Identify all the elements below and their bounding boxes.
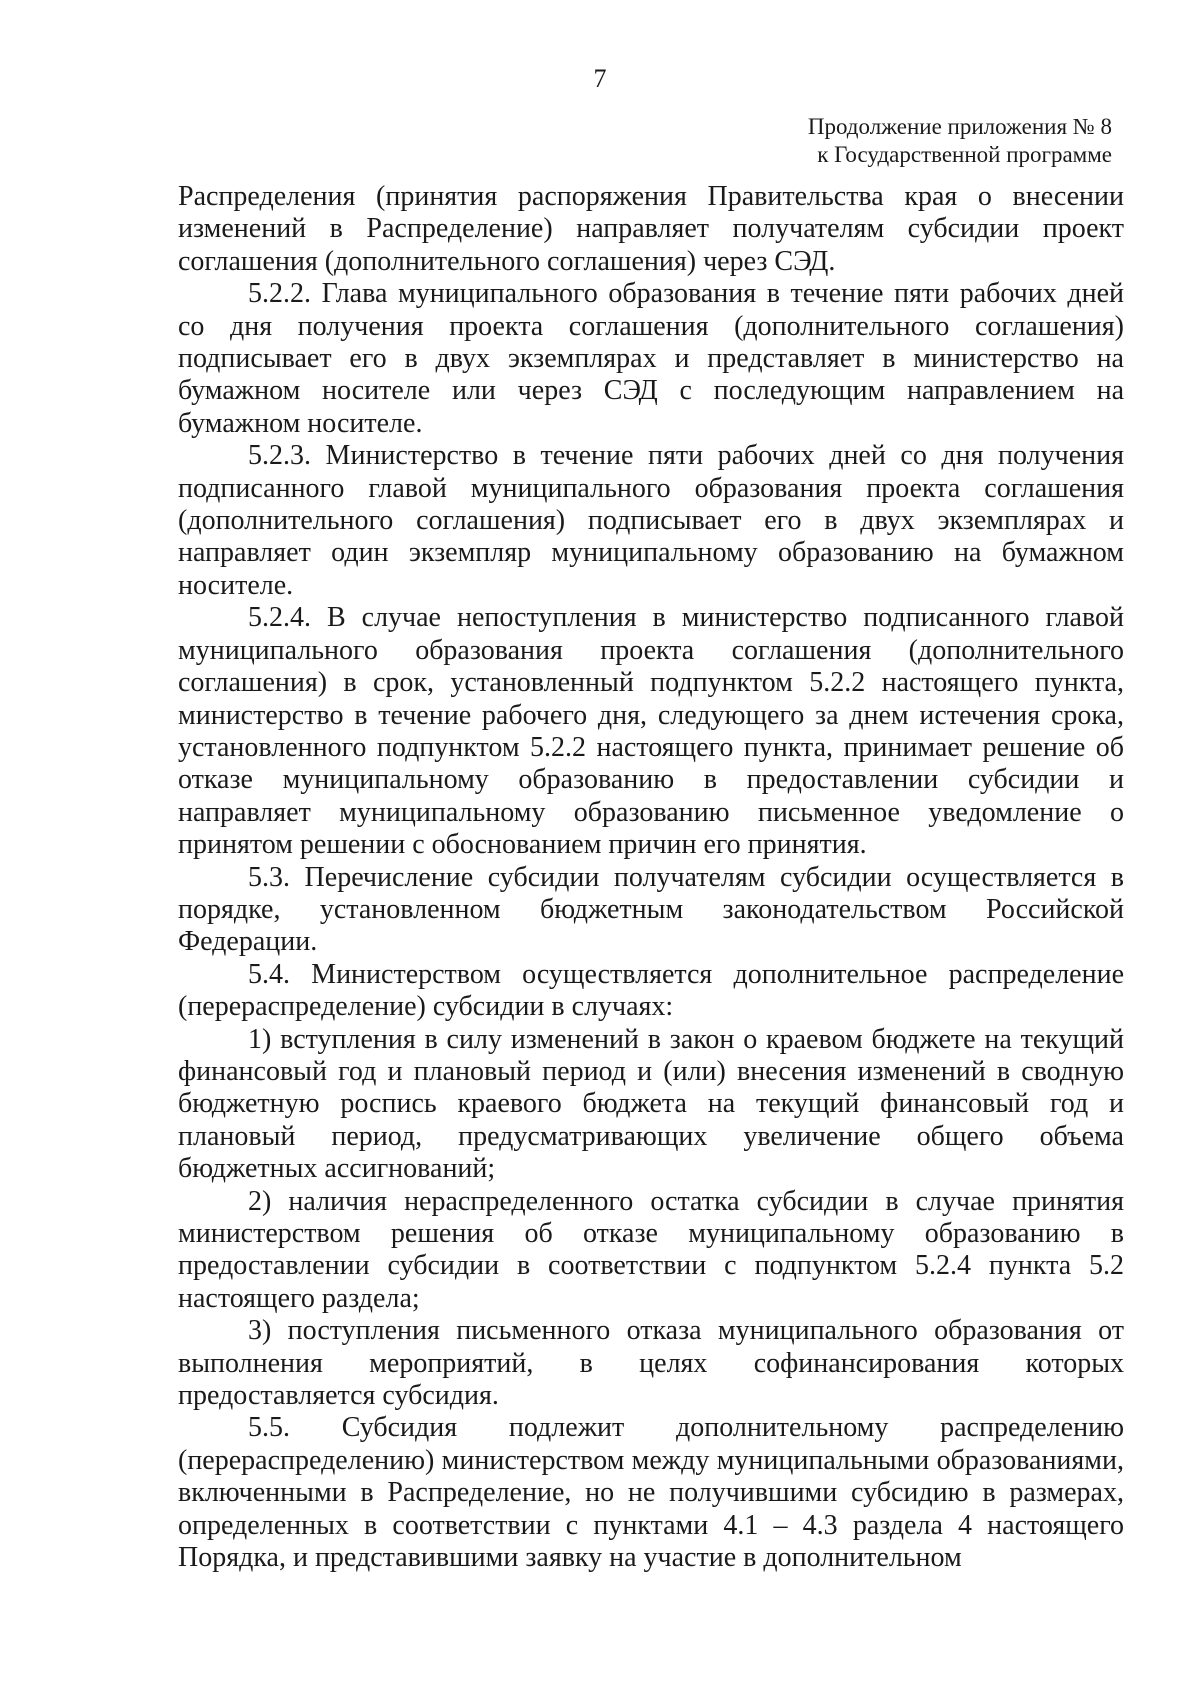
page-number: 7 — [593, 64, 607, 93]
paragraph-5-5: 5.5. Субсидия подлежит дополнительному распределению (перераспределению) министерством между муниципальными образованиями, включенными в Распределение, но не получившими субсидию в размерах, определенных в соответствии с пунктами 4.1 – 4.3 раздела 4 настоящего Порядка, и представившими заявку на участие в дополнительном — [178, 1412, 1124, 1574]
appendix-header-line-2: к Государственной программе — [817, 142, 1112, 167]
appendix-header-line-1: Продолжение приложения № 8 — [807, 114, 1112, 139]
document-body — [178, 181, 1124, 1574]
list-item-1: 1) вступления в силу изменений в закон о краевом бюджете на текущий финансовый год и плановый период и (или) внесения изменений в сводную бюджетную роспись краевого бюджета на текущий финансовый год и плановый период, предусматривающих увеличение общего объема бюджетных ассигнований; — [178, 1023, 1124, 1185]
list-item-3: 3) поступления письменного отказа муниципального образования от выполнения мероприятий, в целях софинансирования которых предоставляется субсидия. — [178, 1315, 1124, 1412]
paragraph-5-3: 5.3. Перечисление субсидии получателям субсидии осуществляется в порядке, установленном бюджетным законодательством Российской Федерации. — [178, 861, 1124, 958]
paragraph-5-2-4: 5.2.4. В случае непоступления в министерство подписанного главой муниципального образования проекта соглашения (дополнительного соглашения) в срок, установленный подпунктом 5.2.2 настоящего пункта, министерство в течение рабочего дня, следующего за днем истечения срока, установленного подпунктом 5.2.2 настоящего пункта, принимает решение об отказе муниципальному образованию в предоставлении субсидии и направляет муниципальному образованию письменное уведомление о принятом решении с обоснованием причин его принятия. — [178, 602, 1124, 861]
appendix-header — [808, 113, 1112, 169]
paragraph-5-2-2: 5.2.2. Глава муниципального образования в течение пяти рабочих дней со дня получения проекта соглашения (дополнительного соглашения) подписывает его в двух экземплярах и представляет в министерство на бумажном носителе или через СЭД с последующим направлением на бумажном носителе. — [178, 278, 1124, 439]
list-item-2: 2) наличия нераспределенного остатка субсидии в случае принятия министерством решения об отказе муниципальному образованию в предоставлении субсидии в соответствии с подпунктом 5.2.4 пункта 5.2 настоящего раздела; — [178, 1185, 1124, 1314]
paragraph-continuation: Распределения (принятия распоряжения Правительства края о внесении изменений в Распределение) направляет получателям субсидии проект соглашения (дополнительного соглашения) через СЭД. — [178, 181, 1124, 277]
paragraph-5-2-3: 5.2.3. Министерство в течение пяти рабочих дней со дня получения подписанного главой муниципального образования проекта соглашения (дополнительного соглашения) подписывает его в двух экземплярах и направляет один экземпляр муниципальному образованию на бумажном носителе. — [178, 440, 1124, 601]
paragraph-5-4: 5.4. Министерством осуществляется дополнительное распределение (перераспределение) субсидии в случаях: — [178, 958, 1124, 1023]
